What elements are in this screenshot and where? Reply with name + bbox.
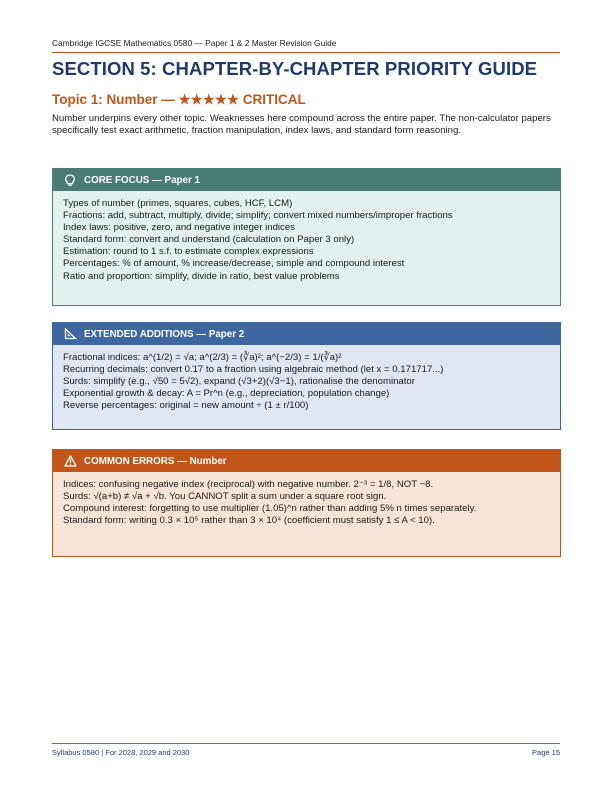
common-errors-header (53, 450, 560, 472)
extended-additions-list (53, 345, 560, 418)
list-item: Standard form: writing 0.3 × 10⁵ rather than 3 × 10⁴ (coefficient must satisfy 1 ≤ A < 10). (63, 515, 435, 527)
list-item: Estimation: round to 1 s.f. to estimate complex expressions (63, 246, 314, 258)
footer-syllabus: Syllabus 0580 | For 2028, 2029 and 2030 (52, 748, 190, 757)
set-square-icon (63, 327, 77, 341)
page-number: Page 15 (532, 748, 560, 757)
list-item: Ratio and proportion: simplify, divide in ratio, best value problems (63, 270, 340, 282)
list-item: Index laws: positive, zero, and negative integer indices (63, 222, 295, 234)
core-focus-title: CORE FOCUS — Paper 1 (84, 174, 200, 186)
common-errors-box (52, 449, 561, 557)
list-item: Fractional indices: a^(1/2) = √a; a^(2/3) = (∛a)²; a^(−2/3) = 1/(∛a)² (63, 352, 342, 363)
list-item: Surds: √(a+b) ≠ √a + √b. You CANNOT split a sum under a square root sign. (63, 491, 387, 503)
running-header: Cambridge IGCSE Mathematics 0580 — Paper 1 & 2 Master Revision Guide (52, 38, 560, 53)
topic-title: Topic 1: Number — ★★★★★ CRITICAL (52, 92, 306, 107)
list-item: Surds: simplify (e.g., √50 = 5√2), expand (√3+2)(√3−1), rationalise the denominator (63, 376, 415, 388)
extended-additions-header (53, 323, 560, 345)
warning-icon (63, 454, 77, 468)
list-item: Exponential growth & decay: A = Pr^n (e.g., depreciation, population change) (63, 388, 390, 400)
list-item: Indices: confusing negative index (reciprocal) with negative number. 2⁻³ = 1/8, NOT −8. (63, 479, 434, 490)
core-focus-box (52, 168, 561, 306)
list-item: Recurring decimals: convert 0.̇1̇7 to a fraction using algebraic method (let x = 0.171717...) (63, 364, 444, 376)
section-title: SECTION 5: CHAPTER-BY-CHAPTER PRIORITY GUIDE (52, 58, 538, 79)
common-errors-list (53, 472, 560, 533)
list-item: Fractions: add, subtract, multiply, divide; simplify; convert mixed numbers/improper fractions (63, 210, 453, 222)
core-focus-header (53, 169, 560, 191)
list-item: Compound interest: forgetting to use multiplier (1.05)^n rather than adding 5% n times separately. (63, 503, 477, 515)
list-item: Standard form: convert and understand (calculation on Paper 3 only) (63, 234, 355, 246)
core-focus-list (53, 191, 560, 289)
intro-paragraph: Number underpins every other topic. Weaknesses here compound across the entire paper. The non-calculator papers specifically test exact arithmetic, fraction manipulation, index laws, and standard form reasoning. (52, 113, 551, 137)
list-item: Types of number (primes, squares, cubes, HCF, LCM) (63, 198, 293, 209)
extended-additions-title: EXTENDED ADDITIONS — Paper 2 (84, 328, 245, 340)
list-item: Percentages: % of amount, % increase/decrease, simple and compound interest (63, 258, 405, 270)
extended-additions-box (52, 322, 561, 430)
list-item: Reverse percentages: original = new amount ÷ (1 ± r/100) (63, 400, 309, 412)
common-errors-title: COMMON ERRORS — Number (84, 455, 227, 467)
page-footer (52, 743, 560, 757)
lightbulb-icon (63, 173, 77, 187)
